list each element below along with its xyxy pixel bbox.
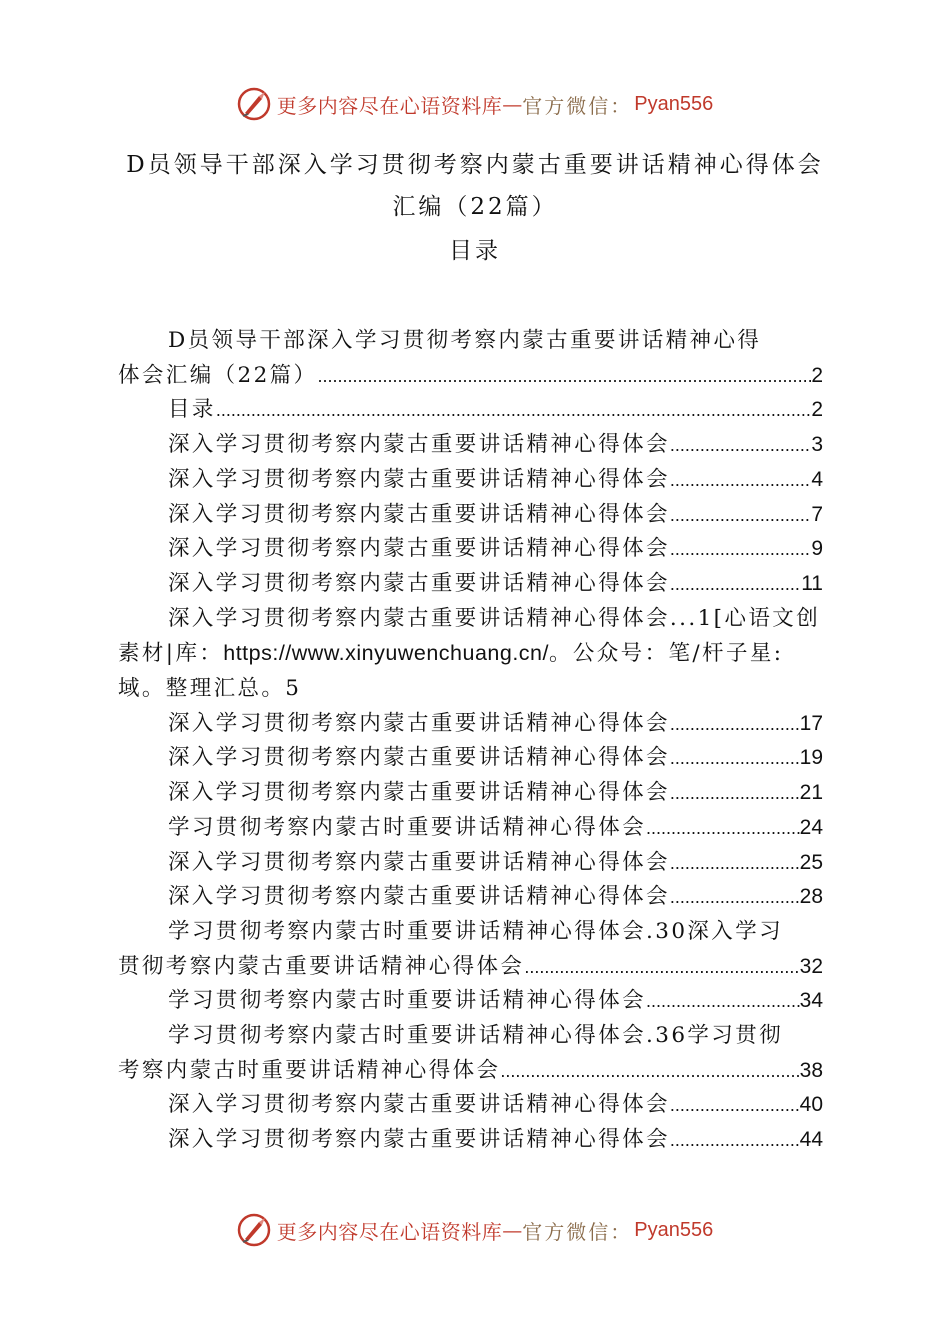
dot-leader [670,428,811,463]
toc-entry-continuation[interactable] [118,1054,823,1089]
toc-heading: 目录 [449,238,501,264]
toc-entry-label: 学习贯彻考察内蒙古时重要讲话精神心得体会.30深入学习 [168,918,783,944]
table-of-contents [118,324,823,1158]
toc-page-number: 44 [799,1128,823,1152]
toc-entry-label: 深入学习贯彻考察内蒙古重要讲话精神心得体会 [168,1092,670,1118]
banner-wechat-label: 官方微信： [522,93,633,118]
toc-entry-merged[interactable] [118,1019,823,1054]
banner-wechat-label: 官方微信： [522,1219,633,1244]
dot-leader [670,532,811,567]
toc-page-number: 21 [799,781,823,805]
toc-page-number: 19 [799,746,823,770]
document-title-line2: 汇编（22篇） [392,194,558,220]
dot-leader [670,776,800,811]
toc-entry-label: 深入学习贯彻考察内蒙古重要讲话精神心得体会 [168,536,670,562]
dot-leader [670,1088,800,1123]
toc-entry-label: 学习贯彻考察内蒙古时重要讲话精神心得体会 [168,988,647,1014]
toc-entry[interactable] [118,880,823,915]
toc-page-number: 2 [811,398,823,422]
header-banner [0,82,950,126]
toc-entry-label: 考察内蒙古时重要讲话精神心得体会 [118,1057,501,1083]
toc-page-number: 2 [811,363,823,387]
toc-entry-label: 目录 [168,397,216,423]
toc-entry-label: 深入学习贯彻考察内蒙古重要讲话精神心得体会 [168,570,670,596]
toc-entry-label: 深入学习贯彻考察内蒙古重要讲话精神心得体会 [168,849,670,875]
quill-pen-logo-icon [237,1213,271,1247]
toc-entry-label: D员领导干部深入学习贯彻考察内蒙古重要讲话精神心得 [168,328,762,353]
dot-leader [646,811,800,846]
toc-entry[interactable] [118,1123,823,1158]
dot-leader [670,741,800,776]
toc-entry[interactable] [118,1088,823,1123]
toc-entry-label: 深入学习贯彻考察内蒙古重要讲话精神心得体会 [168,780,670,806]
toc-entry-label: 深入学习贯彻考察内蒙古重要讲话精神心得体会 [168,501,670,527]
dot-leader [670,880,800,915]
footer-banner [0,1208,950,1252]
toc-entry[interactable] [118,846,823,881]
dot-leader [670,707,800,742]
banner-text: 更多内容尽在心语资料库 [276,1219,503,1244]
dot-leader [670,567,801,602]
dot-leader [670,498,811,533]
toc-entry[interactable] [118,428,823,463]
toc-entry[interactable] [118,776,823,811]
toc-page-number: 32 [799,954,823,978]
toc-entry-label: 深入学习贯彻考察内蒙古重要讲话精神心得体会 [168,432,670,458]
toc-entry-label: 子星:域。整理汇总。5 [118,641,784,702]
dot-leader [216,393,812,428]
toc-page-number: 7 [811,502,823,526]
banner-wechat-id: Pyan556 [634,92,714,115]
dot-leader [317,359,811,394]
toc-page-number: 34 [799,989,823,1013]
toc-entry[interactable] [118,463,823,498]
toc-entry-label: 深入学习贯彻考察内蒙古重要讲话精神心得体会 [168,710,670,736]
toc-page-number: 17 [799,711,823,735]
toc-entry[interactable] [118,393,823,428]
toc-page-number: 3 [811,433,823,457]
toc-page-number: 25 [799,850,823,874]
toc-entry-label: 学习贯彻考察内蒙古时重要讲话精神心得体会.36学习贯彻 [168,1023,783,1049]
toc-page-number: 24 [799,815,823,839]
toc-page-number: 4 [811,467,823,491]
dot-leader [524,950,799,985]
toc-entry-label: 深入学习贯彻考察内蒙古重要讲话精神心得体会 [168,745,670,771]
toc-entry-label: 。公众号：笔/杆 [548,641,726,667]
toc-entry-continuation[interactable] [118,950,823,985]
toc-entry[interactable] [118,984,823,1019]
toc-entry-label: 学习贯彻考察内蒙古时重要讲话精神心得体会 [168,814,647,840]
toc-entry-merged[interactable] [118,602,823,707]
banner-dash: — [502,92,523,116]
toc-entry-label: 创素材|库： [118,605,821,667]
quill-pen-logo-icon [237,87,271,121]
toc-entry[interactable] [118,567,823,602]
toc-entry[interactable] [118,811,823,846]
toc-entry-label: 深入学习贯彻考察内蒙古重要讲话精神心得体会...1[心语文 [168,605,797,631]
toc-page-number: 11 [801,571,823,595]
toc-entry-label: 深入学习贯彻考察内蒙古重要讲话精神心得体会 [168,466,670,492]
toc-entry[interactable] [118,741,823,776]
toc-entry-label: 深入学习贯彻考察内蒙古重要讲话精神心得体会 [168,884,670,910]
toc-page-number: 38 [799,1058,823,1082]
document-title: D员领导干部深入学习贯彻考察内蒙古重要讲话精神心得体会 [126,152,824,178]
dot-leader [500,1054,799,1089]
dot-leader [670,846,800,881]
dot-leader [646,984,800,1019]
toc-entry-merged[interactable] [118,915,823,950]
toc-entry[interactable] [118,707,823,742]
website-link[interactable]: https://www.xinyuwenchuang.cn/ [223,641,549,666]
toc-entry-label: 贯彻考察内蒙古重要讲话精神心得体会 [118,953,525,979]
toc-entry[interactable] [118,532,823,567]
toc-entry[interactable] [118,324,823,359]
toc-entry-label: 深入学习贯彻考察内蒙古重要讲话精神心得体会 [168,1127,670,1153]
toc-entry[interactable] [118,498,823,533]
toc-entry-label: 体会汇编（22篇） [118,362,318,388]
toc-entry-continuation[interactable] [118,359,823,394]
toc-page-number: 9 [811,537,823,561]
banner-dash: — [502,1218,523,1242]
dot-leader [670,1123,800,1158]
banner-wechat-id: Pyan556 [634,1218,714,1241]
toc-page-number: 28 [799,885,823,909]
toc-page-number: 40 [799,1093,823,1117]
dot-leader [670,463,811,498]
banner-text: 更多内容尽在心语资料库 [276,93,503,118]
